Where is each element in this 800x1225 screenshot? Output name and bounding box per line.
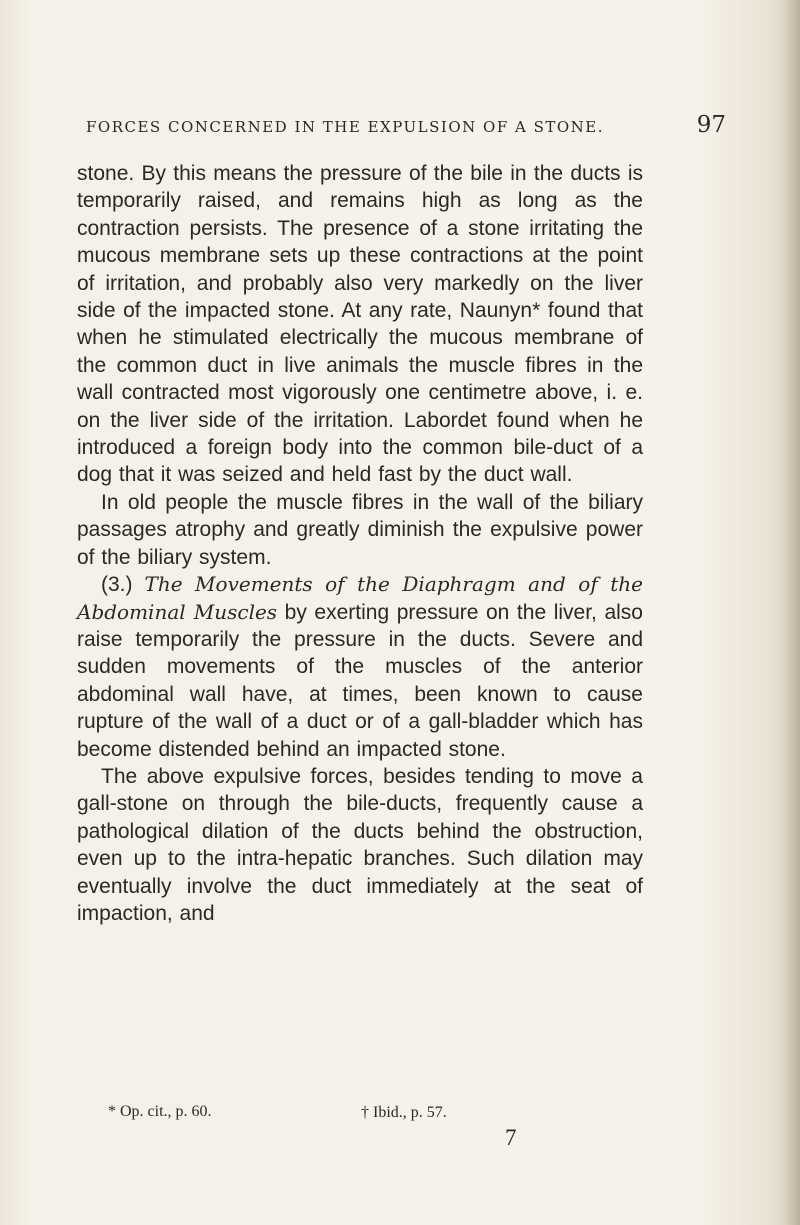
page-gutter-edge [786,0,800,1225]
section-number: (3.) [101,573,133,597]
page-number: 97 [696,112,726,138]
paragraph-4: The above expulsive forces, besides tending to move a gall-stone on through the bile-ducts, frequently cause a pathological dilation of the ducts behind the obstruction, even up to the intra-hepatic branches. Such dilation may eventually involve the duct immediately at the seat of impaction, and [77,764,643,925]
section-text: by exerting pressure on the liver, also raise temporarily the pressure in the ducts. Severe and sudden movements of the muscles of the anterior abdominal wall have, at times, been known to cause rupture of the wall of a duct or of a gall-bladder which has become distended behind an impacted stone. [77,600,643,761]
running-title: FORCES CONCERNED IN THE EXPULSION OF A STONE. [86,118,605,136]
paragraph-1: stone. By this means the pressure of the bile in the ducts is temporarily raised, and remains high as long as the contraction persists. The presence of a stone irritating the mucous membrane sets up these contractions at the point of irritation, and probably also very markedly on the liver side of the impacted stone. At any rate, Naunyn* found that when he stimulated electrically the mucous membrane of the common duct in live animals the muscle fibres in the wall contracted most vigorously one centimetre above, i. e. on the liver side of the irritation. Labordet found when he introduced a foreign body into the common bile-duct of a dog that it was seized and held fast by the duct wall. [77,162,643,487]
paragraph-2: In old people the muscle fibres in the wall of the biliary passages atrophy and greatly diminish the expulsive power of the biliary system. [77,490,643,569]
running-head [86,112,726,142]
footnote-naunyn: * Op. cit., p. 60. [108,1103,212,1120]
footnote-laborde: † Ibid., p. 57. [361,1104,447,1121]
footnotes [108,1103,588,1127]
section-title: The Movements of the Diaphragm and of the Abdominal Muscles [77,572,643,624]
body-text [77,160,643,927]
paragraph-3 [77,571,643,763]
signature-mark: 7 [505,1125,517,1150]
